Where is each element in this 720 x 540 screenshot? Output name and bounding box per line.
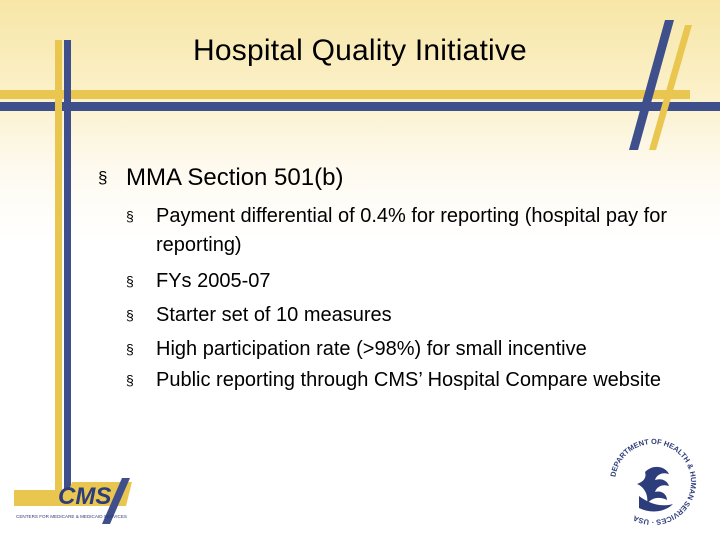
bullet-marker: § <box>126 273 134 289</box>
cms-logo-subtext: CENTERS FOR MEDICARE & MEDICAID SERVICES <box>16 514 127 519</box>
cms-logo <box>14 476 139 526</box>
sub-bullet-text: Payment differential of 0.4% for reporting (hospital pay for reporting) <box>156 205 668 256</box>
sub-bullet-text: FYs 2005-07 <box>156 270 271 292</box>
hhs-eagle-wing-icon <box>639 496 673 511</box>
bullet-marker: § <box>126 307 134 323</box>
navy-left-stripe <box>64 40 71 500</box>
sub-bullet <box>126 264 698 298</box>
gold-left-stripe <box>55 40 62 500</box>
bullet-marker: § <box>98 168 108 187</box>
slide-title: Hospital Quality Initiative <box>193 34 527 67</box>
main-bullet <box>98 160 698 196</box>
sub-bullet <box>126 366 698 395</box>
bullet-list <box>98 160 698 399</box>
gold-horizontal-stripe <box>0 90 690 99</box>
hhs-seal-ring-text: DEPARTMENT OF HEALTH & HUMAN SERVICES · USA <box>608 436 699 528</box>
sub-bullet <box>126 202 698 260</box>
bullet-marker: § <box>126 372 134 388</box>
sub-bullet-text: High participation rate (>98%) for small incentive <box>156 338 587 360</box>
hhs-seal <box>603 432 703 532</box>
cms-logo-text: CMS <box>58 483 112 510</box>
sub-bullet-list <box>126 202 698 395</box>
sub-bullet-text: Public reporting through CMS’ Hospital Compare website <box>156 369 662 391</box>
bullet-marker: § <box>126 341 134 357</box>
sub-bullet <box>126 298 698 332</box>
sub-bullet-text: Starter set of 10 measures <box>156 304 392 326</box>
navy-horizontal-stripe <box>0 102 720 111</box>
main-bullet-text: MMA Section 501(b) <box>126 164 344 191</box>
sub-bullet <box>126 332 698 366</box>
bullet-marker: § <box>126 208 134 224</box>
